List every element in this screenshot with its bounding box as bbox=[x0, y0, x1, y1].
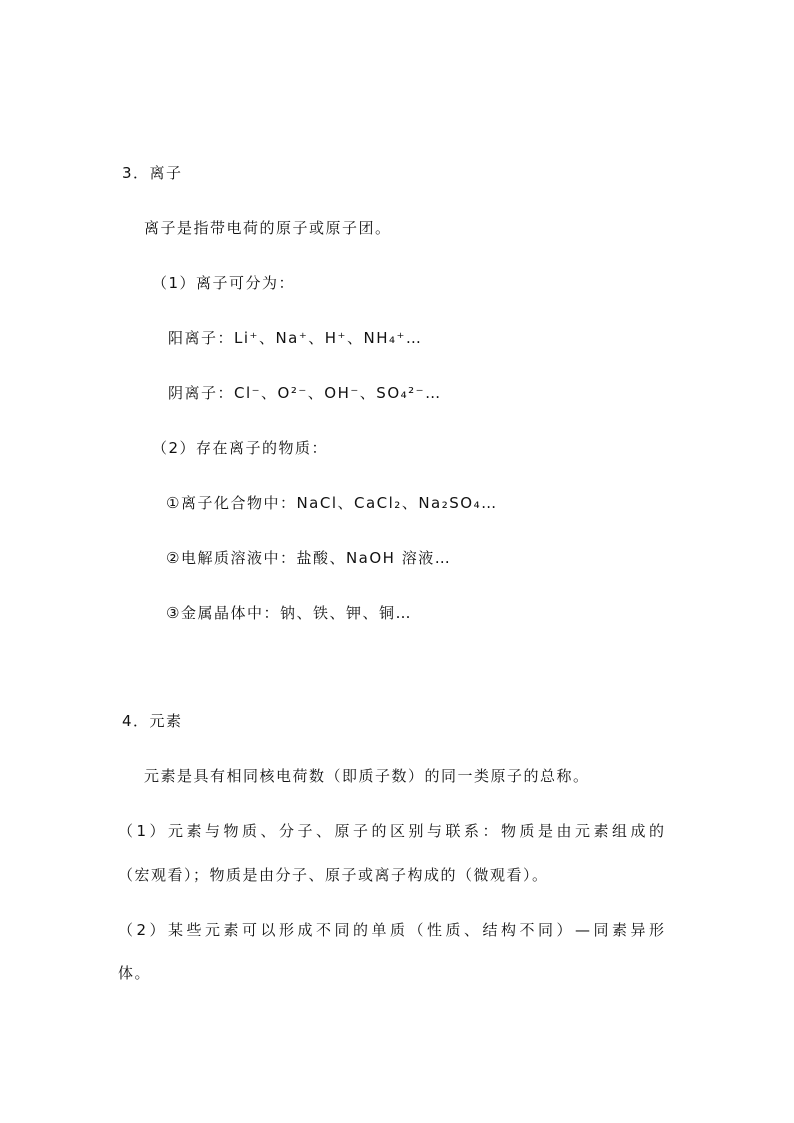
allotrope-line-1: （2）某些元素可以形成不同的单质（性质、结构不同）—同素异形 bbox=[118, 921, 664, 939]
section-3-heading: 3．离子 bbox=[122, 164, 183, 182]
section-4-heading: 4．元素 bbox=[122, 712, 183, 730]
ion-substances-title: （2）存在离子的物质： bbox=[152, 439, 329, 457]
allotrope-line-2: 体。 bbox=[118, 964, 152, 982]
cation-examples: 阳离子：Li⁺、Na⁺、H⁺、NH₄⁺… bbox=[168, 329, 423, 347]
metal-crystal-item: ③金属晶体中：钠、铁、钾、铜… bbox=[166, 604, 412, 622]
element-relation-line-1: （1）元素与物质、分子、原子的区别与联系：物质是由元素组成的 bbox=[118, 822, 664, 840]
element-definition: 元素是具有相同核电荷数（即质子数）的同一类原子的总称。 bbox=[144, 767, 590, 785]
ion-classification-title: （1）离子可分为： bbox=[152, 274, 296, 292]
element-relation-line-2: （宏观看）；物质是由分子、原子或离子构成的（微观看）。 bbox=[118, 866, 549, 884]
ion-definition: 离子是指带电荷的原子或原子团。 bbox=[144, 219, 392, 237]
electrolyte-solution-item: ②电解质溶液中：盐酸、NaOH 溶液… bbox=[166, 549, 452, 567]
anion-examples: 阴离子：Cl⁻、O²⁻、OH⁻、SO₄²⁻… bbox=[168, 384, 442, 402]
ionic-compounds-item: ①离子化合物中：NaCl、CaCl₂、Na₂SO₄… bbox=[166, 494, 498, 512]
